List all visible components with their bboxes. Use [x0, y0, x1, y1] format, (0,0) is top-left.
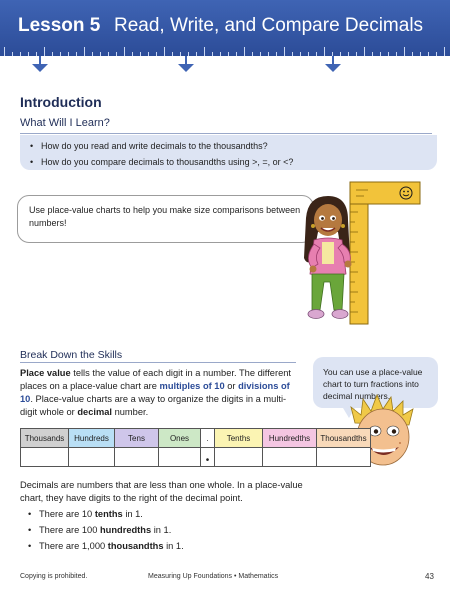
- down-arrow-icon: [32, 56, 48, 72]
- divider: [20, 133, 432, 134]
- introduction-heading: Introduction: [20, 94, 102, 110]
- girl-speech-bubble: [17, 195, 314, 243]
- down-arrow-icon: [325, 56, 341, 72]
- place-value-paragraph: [20, 367, 292, 419]
- text-run: tells the value of each digit in a number. The different places on a place-value chart are: [20, 368, 291, 391]
- what-will-i-learn-heading: What Will I Learn?: [20, 117, 110, 129]
- column-hundreds: Hundreds: [69, 429, 115, 448]
- column-tenths: Tenths: [215, 429, 263, 448]
- down-arrow-icon: [178, 56, 194, 72]
- term-decimal: decimal: [77, 407, 112, 417]
- lesson-header: [0, 0, 450, 56]
- empty-cell: [159, 448, 201, 467]
- decimal-fact: • There are 10 tenths in 1.: [28, 506, 184, 522]
- place-value-header-row: [21, 429, 371, 448]
- empty-cell: [317, 448, 371, 467]
- ruler-tick: [204, 47, 205, 56]
- empty-cell: [215, 448, 263, 467]
- decimal-fact: • There are 1,000 thousandths in 1.: [28, 538, 184, 554]
- column-hundredths: Hundredths: [263, 429, 317, 448]
- ruler-tick: [84, 47, 85, 56]
- girl-speech-text: Use place-value charts to help you make size comparisons between numbers!: [29, 205, 301, 228]
- text-run: . Place-value charts are a way to organize the digits in a multi-digit whole or: [20, 394, 287, 417]
- break-down-heading: Break Down the Skills: [20, 349, 123, 361]
- lesson-number: Lesson 5: [18, 15, 101, 36]
- book-title: Measuring Up Foundations • Mathematics: [148, 573, 279, 580]
- decimal-facts-list: [28, 506, 184, 554]
- ruler-ticks: [0, 46, 450, 56]
- ruler-tick: [164, 47, 165, 56]
- divider: [20, 362, 296, 363]
- empty-cell: [263, 448, 317, 467]
- term-divisions: divisions of 10: [20, 381, 290, 404]
- ruler-tick: [404, 47, 405, 56]
- ruler-tick: [444, 47, 445, 56]
- ruler-tick: [124, 47, 125, 56]
- column-decimal-point: .: [201, 429, 215, 448]
- lesson-title: Read, Write, and Compare Decimals: [114, 15, 424, 36]
- text-run: or: [224, 381, 239, 391]
- ruler-tick: [244, 47, 245, 56]
- column-ones: Ones: [159, 429, 201, 448]
- text-run: number.: [112, 407, 149, 417]
- empty-cell: [69, 448, 115, 467]
- column-thousands: Thousands: [21, 429, 69, 448]
- boy-speech-text: You can use a place-value chart to turn fractions into decimal numbers.: [323, 367, 423, 401]
- place-value-chart: [20, 428, 371, 467]
- place-value-empty-row: [21, 448, 371, 467]
- term-place-value: Place value: [20, 368, 71, 378]
- decimals-paragraph: Decimals are numbers that are less than one whole. In a place-value chart, they have digits to the right of the decimal point.: [20, 480, 303, 503]
- term-multiples: multiples of 10: [159, 381, 225, 391]
- learning-goal: • How do you read and write decimals to the thousandths?: [30, 138, 427, 154]
- learning-goal: • How do you compare decimals to thousandths using >, =, or <?: [30, 154, 427, 170]
- learning-goals-box: [20, 135, 437, 170]
- ruler-tick: [364, 47, 365, 56]
- ruler-tick: [284, 47, 285, 56]
- copyright-notice: Copying is prohibited.: [20, 573, 88, 580]
- girl-with-ruler-illustration: [298, 178, 428, 334]
- ruler-tick: [44, 47, 45, 56]
- column-thousandths: Thousandths: [317, 429, 371, 448]
- ruler-tick: [4, 47, 5, 56]
- header-arrows: [0, 56, 450, 74]
- ruler-tick: [324, 47, 325, 56]
- page-number: 43: [425, 572, 434, 581]
- decimal-fact: • There are 100 hundredths in 1.: [28, 522, 184, 538]
- empty-cell: [21, 448, 69, 467]
- column-tens: Tens: [115, 429, 159, 448]
- decimal-point-cell: •: [201, 448, 215, 467]
- empty-cell: [115, 448, 159, 467]
